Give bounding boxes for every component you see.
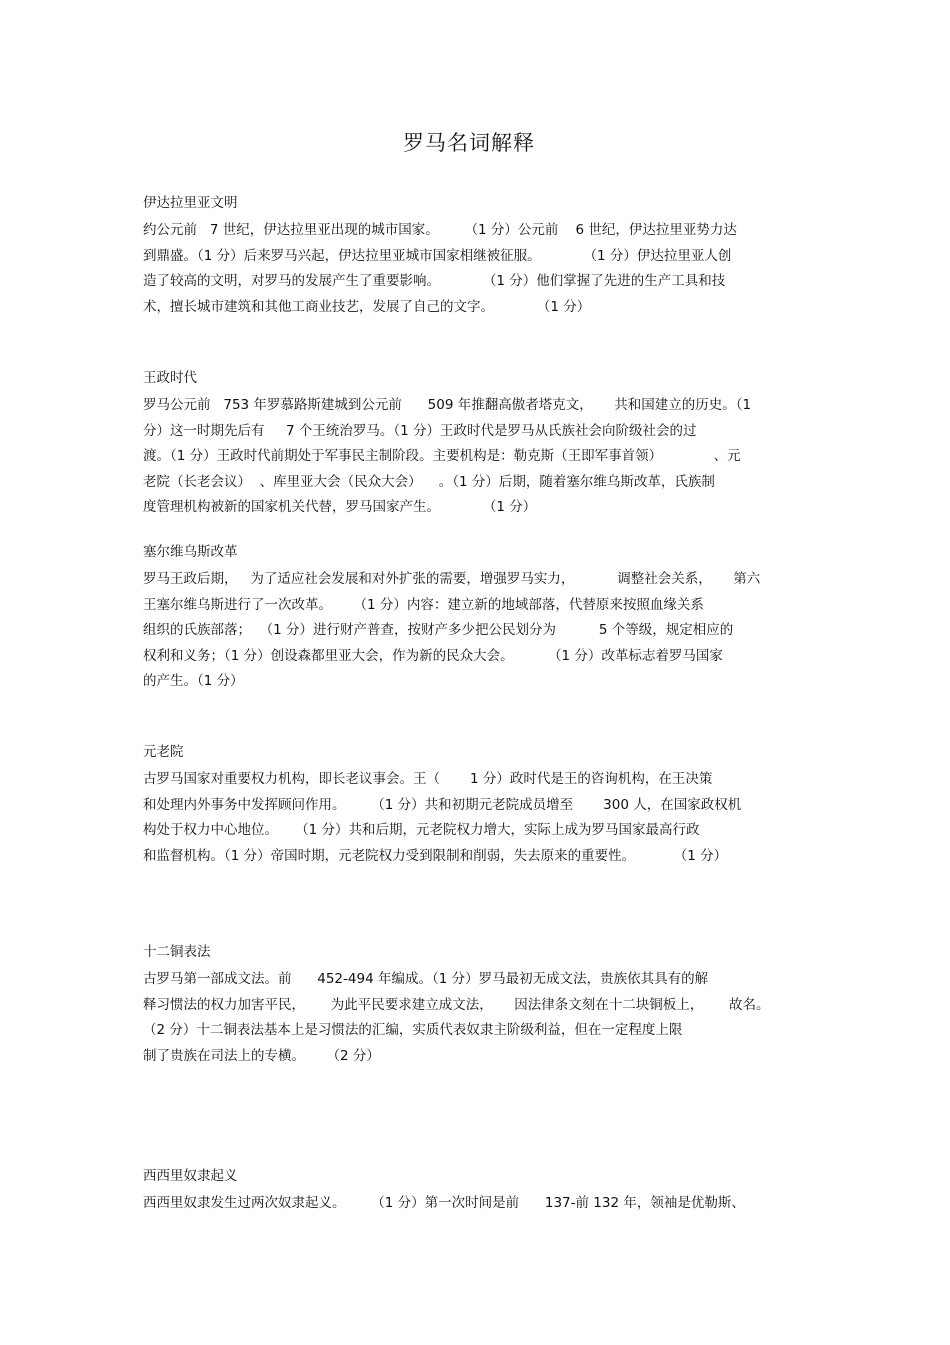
section-heading: 塞尔维乌斯改革 <box>143 544 238 560</box>
paragraph-line: 和监督机构。（1 分）帝国时期，元老院权力受到限制和削弱，失去原来的重要性。 （1 分） <box>143 847 728 864</box>
paragraph-line: 释习惯法的权力加害平民， 为此平民要求建立成文法， 因法律条文刻在十二块铜板上， 故名。 <box>143 996 770 1013</box>
paragraph-line: 分）这一时期先后有 7 个王统治罗马。（1 分）王政时代是罗马从氏族社会向阶级社会的过 <box>143 422 697 439</box>
paragraph-line: 的产生。（1 分） <box>143 673 244 689</box>
section-heading: 元老院 <box>143 744 184 760</box>
paragraph-line: 渡。（1 分）王政时代前期处于军事民主制阶段。主要机构是：勒克斯（王即军事首领） 、元 <box>143 448 741 464</box>
paragraph-line: 罗马王政后期， 为了适应社会发展和对外扩张的需要，增强罗马实力， 调整社会关系， 第六 <box>143 571 761 587</box>
paragraph-line: 罗马公元前 753 年罗慕路斯建城到公元前 509 年推翻高傲者塔克文， 共和国建立的历史。（1 <box>143 397 752 413</box>
paragraph-line: 古罗马第一部成文法。前 452-494 年编成。（1 分）罗马最初无成文法，贵族依其具有的解 <box>143 971 709 987</box>
paragraph-line: 王塞尔维乌斯进行了一次改革。 （1 分）内容：建立新的地域部落，代替原来按照血缘关系 <box>143 596 704 613</box>
paragraph-line: 约公元前 7 世纪，伊达拉里亚出现的城市国家。 （1 分）公元前 6 世纪，伊达拉里亚势力达 <box>143 222 737 238</box>
section-regal-period <box>143 369 813 521</box>
paragraph-line: 术，擅长城市建筑和其他工商业技艺，发展了自己的文字。 （1 分） <box>143 298 591 315</box>
paragraph-line: 组织的氏族部落； （1 分）进行财产普查，按财产多少把公民划分为 5 个等级，规定相应的 <box>143 622 734 638</box>
section-heading: 十二铜表法 <box>143 944 211 960</box>
section-heading: 伊达拉里亚文明 <box>143 195 238 211</box>
paragraph-line: 到鼎盛。（1 分）后来罗马兴起，伊达拉里亚城市国家相继被征服。 （1 分）伊达拉里亚人创 <box>143 247 732 264</box>
paragraph-line: 西西里奴隶发生过两次奴隶起义。 （1 分）第一次时间是前 137-前 132 年，领袖是优勒斯、 <box>143 1195 745 1211</box>
paragraph-line: 和处理内外事务中发挥顾问作用。 （1 分）共和初期元老院成员增至 300 人，在国家政权机 <box>143 796 742 813</box>
section-sicilian-slave-revolts <box>143 1167 813 1217</box>
section-etruscan-civilization <box>143 194 813 320</box>
document-title: 罗马名词解释 <box>403 131 535 155</box>
section-heading: 西西里奴隶起义 <box>143 1168 238 1184</box>
paragraph-line: 度管理机构被新的国家机关代替，罗马国家产生。 （1 分） <box>143 499 537 515</box>
section-senate <box>143 743 813 869</box>
paragraph-line: （2 分）十二铜表法基本上是习惯法的汇编，实质代表奴隶主阶级利益，但在一定程度上限 <box>143 1022 683 1038</box>
paragraph-line: 老院（长老会议） 、库里亚大会（民众大会） 。（1 分）后期，随着塞尔维乌斯改革，氏族制 <box>143 473 715 490</box>
section-twelve-tables <box>143 943 813 1069</box>
paragraph-line: 构处于权力中心地位。 （1 分）共和后期，元老院权力增大，实际上成为罗马国家最高行政 <box>143 822 700 838</box>
paragraph-line: 制了贵族在司法上的专横。 （2 分） <box>143 1047 380 1064</box>
paragraph-line: 权利和义务；（1 分）创设森都里亚大会，作为新的民众大会。 （1 分）改革标志着罗马国家 <box>143 647 723 664</box>
section-heading: 王政时代 <box>143 370 197 386</box>
section-servian-reform <box>143 543 813 695</box>
paragraph-line: 古罗马国家对重要权力机构，即长老议事会。王（ 1 分）政时代是王的咨询机构，在王决策 <box>143 771 713 787</box>
paragraph-line: 造了较高的文明，对罗马的发展产生了重要影响。 （1 分）他们掌握了先进的生产工具和技 <box>143 273 726 289</box>
